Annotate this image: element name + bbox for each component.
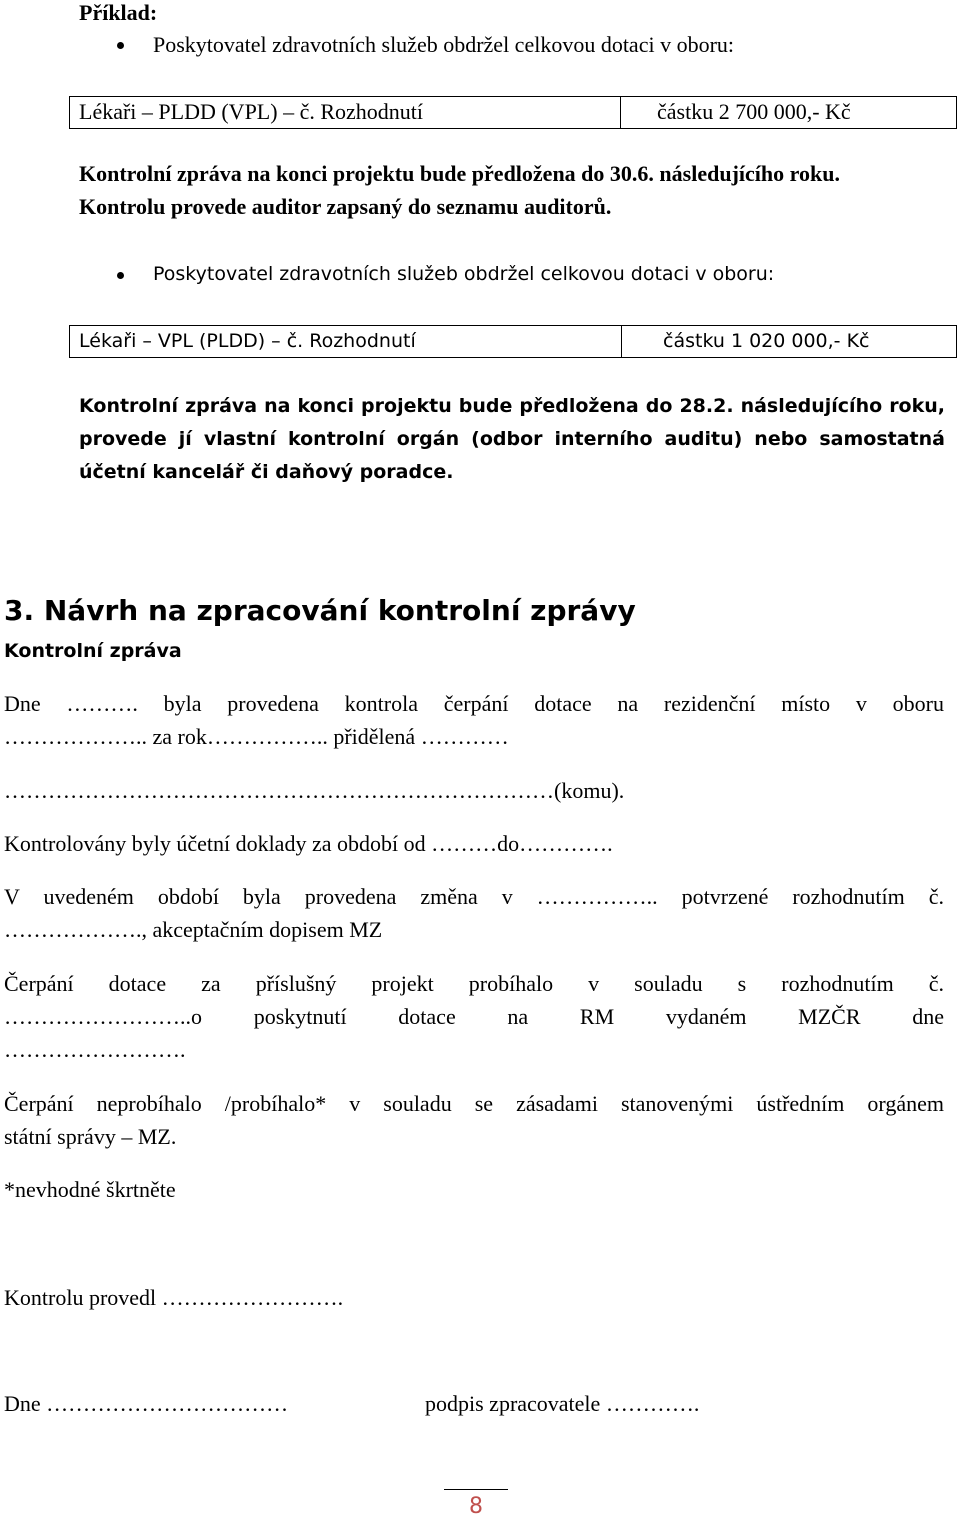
form-line-9: ……………………. — [4, 1037, 186, 1062]
page-number-rule — [444, 1489, 508, 1490]
form-line-1: Dne ………. byla provedena kontrola čerpání dotace na rezidenční místo v oboru — [4, 691, 944, 716]
page-number: 8 — [469, 1494, 483, 1519]
example-heading: Příklad: — [79, 0, 158, 25]
bullet-text-1: Poskytovatel zdravotních služeb obdržel celkovou dotaci v oboru: — [153, 32, 735, 57]
table-divider — [621, 326, 622, 357]
section-subtitle: Kontrolní zpráva — [4, 640, 182, 662]
allocation-table-2 — [69, 325, 957, 358]
signed-by-line: Kontrolu provedl ……………………. — [4, 1285, 344, 1310]
form-line-4: Kontrolovány byly účetní doklady za období od ………do…………. — [4, 831, 613, 856]
date-line: Dne …………………………… — [4, 1391, 289, 1416]
table-cell-amount: částku 1 020 000,- Kč — [663, 330, 870, 352]
bullet-icon — [117, 42, 124, 49]
bullet-icon — [117, 272, 124, 279]
form-line-3: …………………………………………………………………(komu). — [4, 778, 625, 803]
section-title: 3. Návrh na zpracování kontrolní zprávy — [4, 594, 636, 627]
form-line-5: V uvedeném období byla provedena změna v …………….. potvrzené rozhodnutím č. — [4, 884, 944, 909]
form-line-10: Čerpání neprobíhalo /probíhalo* v souladu se zásadami stanovenými ústředním orgánem — [4, 1091, 944, 1116]
note-2-line-2: provede jí vlastní kontrolní orgán (odbor interního auditu) nebo samostatná — [79, 428, 945, 450]
bullet-text-2: Poskytovatel zdravotních služeb obdržel celkovou dotaci v oboru: — [153, 263, 775, 285]
note-2-line-1: Kontrolní zpráva na konci projektu bude předložena do 28.2. následujícího roku, — [79, 395, 945, 417]
allocation-table-1 — [69, 96, 957, 129]
note-1-line-1: Kontrolní zpráva na konci projektu bude předložena do 30.6. následujícího roku. — [79, 161, 840, 186]
form-line-2: ……………….. za rok…………….. přidělená ………… — [4, 724, 509, 749]
table-cell-field: Lékaři – VPL (PLDD) – č. Rozhodnutí — [79, 330, 416, 352]
note-2-line-3: účetní kancelář či daňový poradce. — [79, 461, 454, 483]
footnote: *nevhodné škrtněte — [4, 1177, 176, 1202]
form-line-7: Čerpání dotace za příslušný projekt probíhalo v souladu s rozhodnutím č. — [4, 971, 944, 996]
form-line-11: státní správy – MZ. — [4, 1124, 177, 1149]
table-cell-field: Lékaři – PLDD (VPL) – č. Rozhodnutí — [79, 99, 423, 124]
signature-line: podpis zpracovatele …………. — [425, 1391, 700, 1416]
note-1-line-2: Kontrolu provede auditor zapsaný do seznamu auditorů. — [79, 194, 612, 219]
table-divider — [620, 97, 621, 128]
table-cell-amount: částku 2 700 000,- Kč — [657, 99, 851, 124]
form-line-8: ……………………..o poskytnutí dotace na RM vydaném MZČR dne — [4, 1004, 944, 1029]
form-line-6: ………………., akceptačním dopisem MZ — [4, 917, 383, 942]
